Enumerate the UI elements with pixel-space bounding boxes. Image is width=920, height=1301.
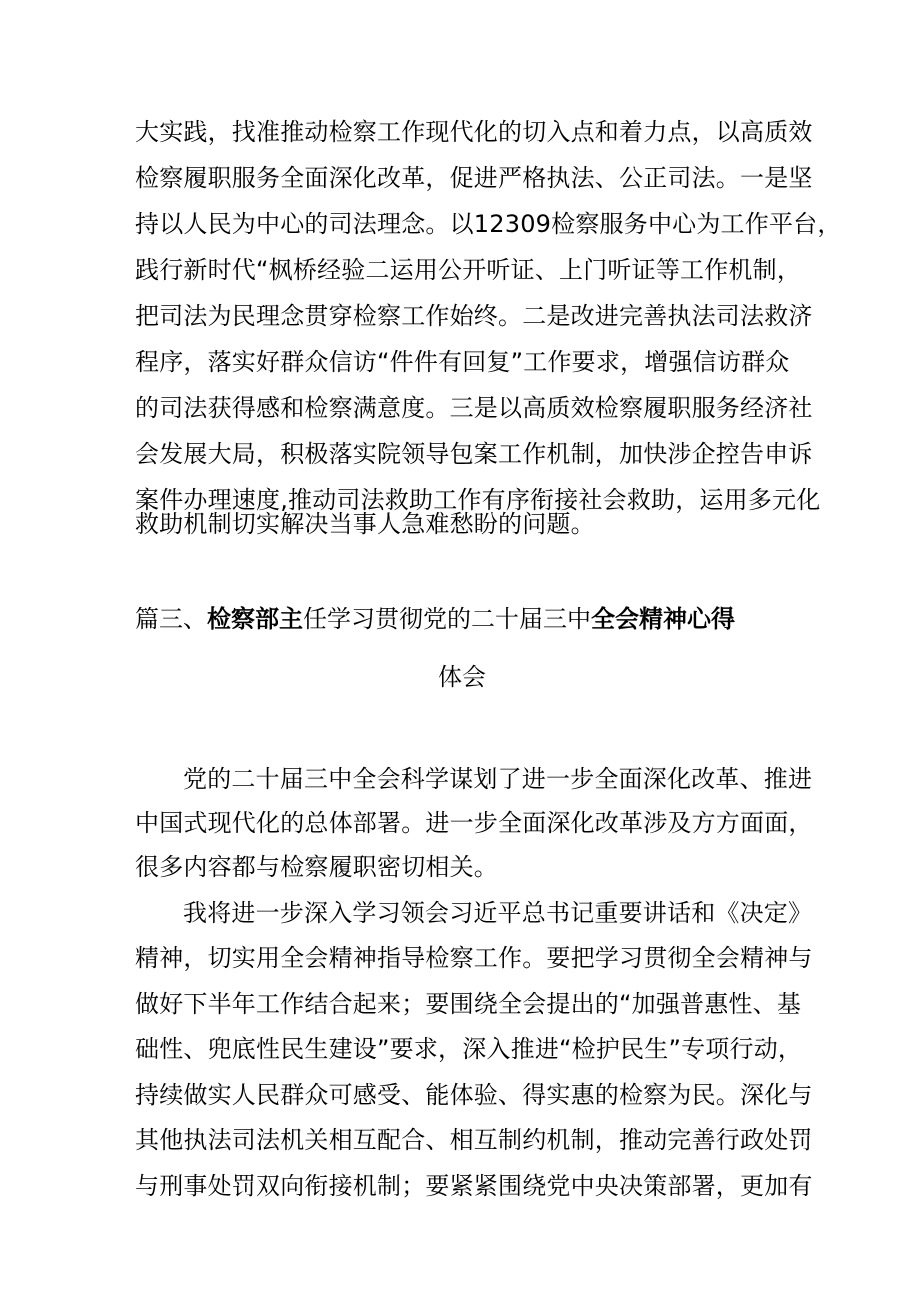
paragraph-line: 其他执法司法机关相互配合、相互制约机制，推动完善行政处罚 <box>135 1126 813 1154</box>
heading-bold-1: 检察部主 <box>207 605 303 633</box>
paragraph-line: 持以人民为中心的司法理念。以12309检察服务中心为工作平台， <box>135 210 842 238</box>
paragraph-line: 检察履职服务全面深化改革，促进严格执法、公正司法。一是坚 <box>135 164 813 192</box>
paragraph-line: 案件办理速度,推动司法救助工作有序衔接社会救助，运用多元化 <box>135 486 821 514</box>
paragraph-line: 救助机制切实解决当事人急难愁盼的问题。 <box>135 510 595 538</box>
section-heading-continued: 体会 <box>438 663 486 691</box>
paragraph-line: 的司法获得感和检察满意度。三是以高质效检察履职服务经济社 <box>135 394 813 422</box>
paragraph-line: 做好下半年工作结合起来；要围绕全会提出的“加强普惠性、基 <box>135 990 802 1018</box>
paragraph-line: 中国式现代化的总体部署。进一步全面深化改革涉及方方面面， <box>135 809 813 837</box>
paragraph-line: 践行新时代“枫桥经验二运用公开听证、上门听证等工作机制， <box>135 256 802 284</box>
paragraph-line: 会发展大局，积极落实院领导包案工作机制，加快涉企控告申诉 <box>135 440 813 468</box>
paragraph-line: 把司法为民理念贯穿检察工作始终。二是改进完善执法司法救济 <box>135 302 813 330</box>
paragraph-line: 与刑事处罚双向衔接机制；要紧紧围绕党中央决策部署，更加有 <box>135 1172 813 1200</box>
paragraph-line: 程序，落实好群众信访“件件有回复”工作要求，增强信访群众 <box>135 348 790 376</box>
paragraph-line: 大实践，找准推动检察工作现代化的切入点和着力点，以高质效 <box>135 118 813 146</box>
heading-prefix: 篇三、 <box>135 605 207 633</box>
paragraph-line: 党的二十届三中全会科学谋划了进一步全面深化改革、推进 <box>183 765 813 793</box>
heading-middle: 任学习贯彻党的二十届三中 <box>303 605 591 633</box>
paragraph-line: 我将进一步深入学习领会习近平总书记重要讲话和《决定》 <box>183 899 813 927</box>
paragraph-line: 础性、兜底性民生建设”要求，深入推进“检护民生”专项行动， <box>135 1035 803 1063</box>
paragraph-line: 持续做实人民群众可感受、能体验、得实惠的检察为民。深化与 <box>135 1081 813 1109</box>
paragraph-line: 很多内容都与检察履职密切相关。 <box>135 853 498 881</box>
section-heading <box>135 604 735 634</box>
paragraph-line: 精神，切实用全会精神指导检察工作。要把学习贯彻全会精神与 <box>135 944 813 972</box>
heading-bold-2: 全会精神心得 <box>591 605 735 633</box>
